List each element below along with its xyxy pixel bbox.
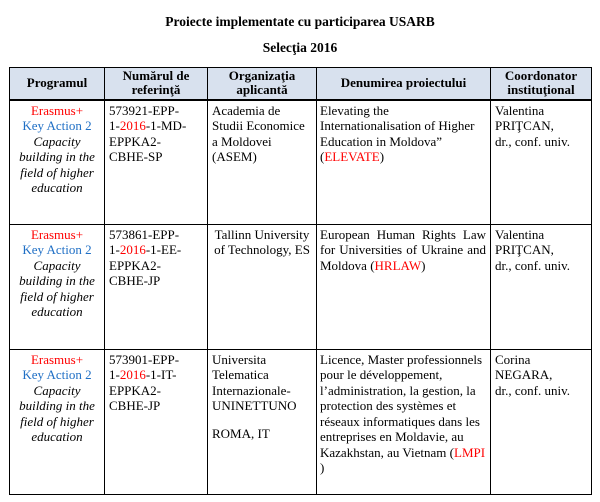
ref-year: 2016 — [119, 242, 146, 258]
program-cell — [10, 349, 105, 494]
projects-table — [9, 67, 592, 495]
organization-name: Tallinn University of Technology, ES — [214, 226, 310, 258]
program-action: Key Action 2 — [22, 118, 92, 133]
ref-part: EPPKA2- — [109, 133, 162, 149]
project-name-end: ) — [379, 149, 385, 164]
table-row — [10, 100, 592, 225]
coordinator-cell — [491, 224, 592, 349]
ref-part: 1- — [109, 367, 120, 383]
ref-part: 1- — [109, 118, 120, 133]
organization-city: ROMA, IT — [212, 425, 270, 441]
table-header-row — [10, 68, 592, 100]
table-row — [10, 349, 592, 494]
program-action: Key Action 2 — [22, 367, 92, 383]
program-description: Capacity building in the field of higher education — [19, 133, 95, 195]
coordinator-name: Valentina PRIŢCAN, — [495, 226, 554, 258]
project-name: European Human Rights Law for Universities of Ukraine and Moldova ( — [320, 226, 486, 273]
organization-cell — [208, 100, 317, 225]
header-project-name: Denumirea proiectului — [317, 68, 491, 100]
program-description: Capacity building in the field of higher education — [19, 382, 95, 445]
project-name: Licence, Master professionnels pour le développement, l’administration, la gestion, la protection des systèmes et réseaux informatiques dans les entreprises en Moldavie, au Kazakhstan, au Vietnam ( — [320, 351, 483, 460]
organization-name: Academia de Studii Economice a Moldovei (ASEM) — [212, 102, 305, 164]
coordinator-cell — [491, 349, 592, 494]
coordinator-title: dr., conf. univ. — [495, 257, 570, 273]
ref-part: EPPKA2- — [109, 257, 162, 273]
coordinator-title: dr., conf. univ. — [495, 133, 570, 149]
program-description: Capacity building in the field of higher education — [19, 257, 95, 320]
project-acronym: HRLAW — [374, 257, 422, 273]
ref-part: 573901-EPP- — [109, 351, 180, 367]
ref-part: EPPKA2- — [109, 382, 162, 398]
organization-name: Universita Telematica Internazionale-UNINETTUNO — [212, 351, 297, 414]
program-name: Erasmus+ — [30, 351, 84, 367]
ref-part: 573861-EPP- — [109, 226, 180, 242]
ref-part: 573921-EPP- — [109, 102, 180, 118]
ref-year: 2016 — [119, 118, 146, 133]
program-action: Key Action 2 — [22, 242, 92, 258]
table-row — [10, 224, 592, 349]
header-reference-number: Numărul de referinţă — [105, 68, 208, 100]
project-name-end: ) — [421, 257, 426, 273]
reference-cell — [105, 100, 208, 225]
ref-part: -1-MD- — [145, 118, 187, 133]
ref-part: CBHE-JP — [109, 273, 161, 289]
header-program: Programul — [10, 68, 105, 100]
program-name: Erasmus+ — [30, 226, 84, 242]
coordinator-name: Corina NEGARA, — [495, 351, 553, 383]
ref-part: -1-EE- — [145, 242, 182, 258]
project-name-end: ) — [320, 460, 325, 476]
coordinator-title: dr., conf. univ. — [495, 382, 570, 398]
reference-cell — [105, 349, 208, 494]
ref-part: CBHE-SP — [109, 149, 163, 164]
reference-cell — [105, 224, 208, 349]
program-name: Erasmus+ — [30, 102, 84, 118]
program-cell — [10, 100, 105, 225]
project-cell — [317, 100, 491, 225]
header-applicant-organization: Organizaţia aplicantă — [208, 68, 317, 100]
ref-year: 2016 — [119, 367, 146, 383]
organization-cell — [208, 349, 317, 494]
organization-cell — [208, 224, 317, 349]
ref-part: -1-IT- — [145, 367, 177, 383]
page-title: Proiecte implementate cu participarea USARB — [165, 14, 435, 29]
coordinator-cell — [491, 100, 592, 225]
project-acronym: LMPI — [454, 444, 486, 460]
project-cell — [317, 349, 491, 494]
page-subtitle: Selecţia 2016 — [262, 40, 338, 55]
project-name: Elevating the Internationalisation of Higher Education in Moldova” ( — [320, 102, 475, 164]
ref-part: CBHE-JP — [109, 398, 161, 414]
project-acronym: ELEVATE — [324, 149, 380, 164]
program-cell — [10, 224, 105, 349]
project-cell — [317, 224, 491, 349]
header-coordinator: Coordonator instituţional — [491, 68, 592, 100]
coordinator-name: Valentina PRIŢCAN, — [495, 102, 554, 133]
ref-part: 1- — [109, 242, 120, 258]
